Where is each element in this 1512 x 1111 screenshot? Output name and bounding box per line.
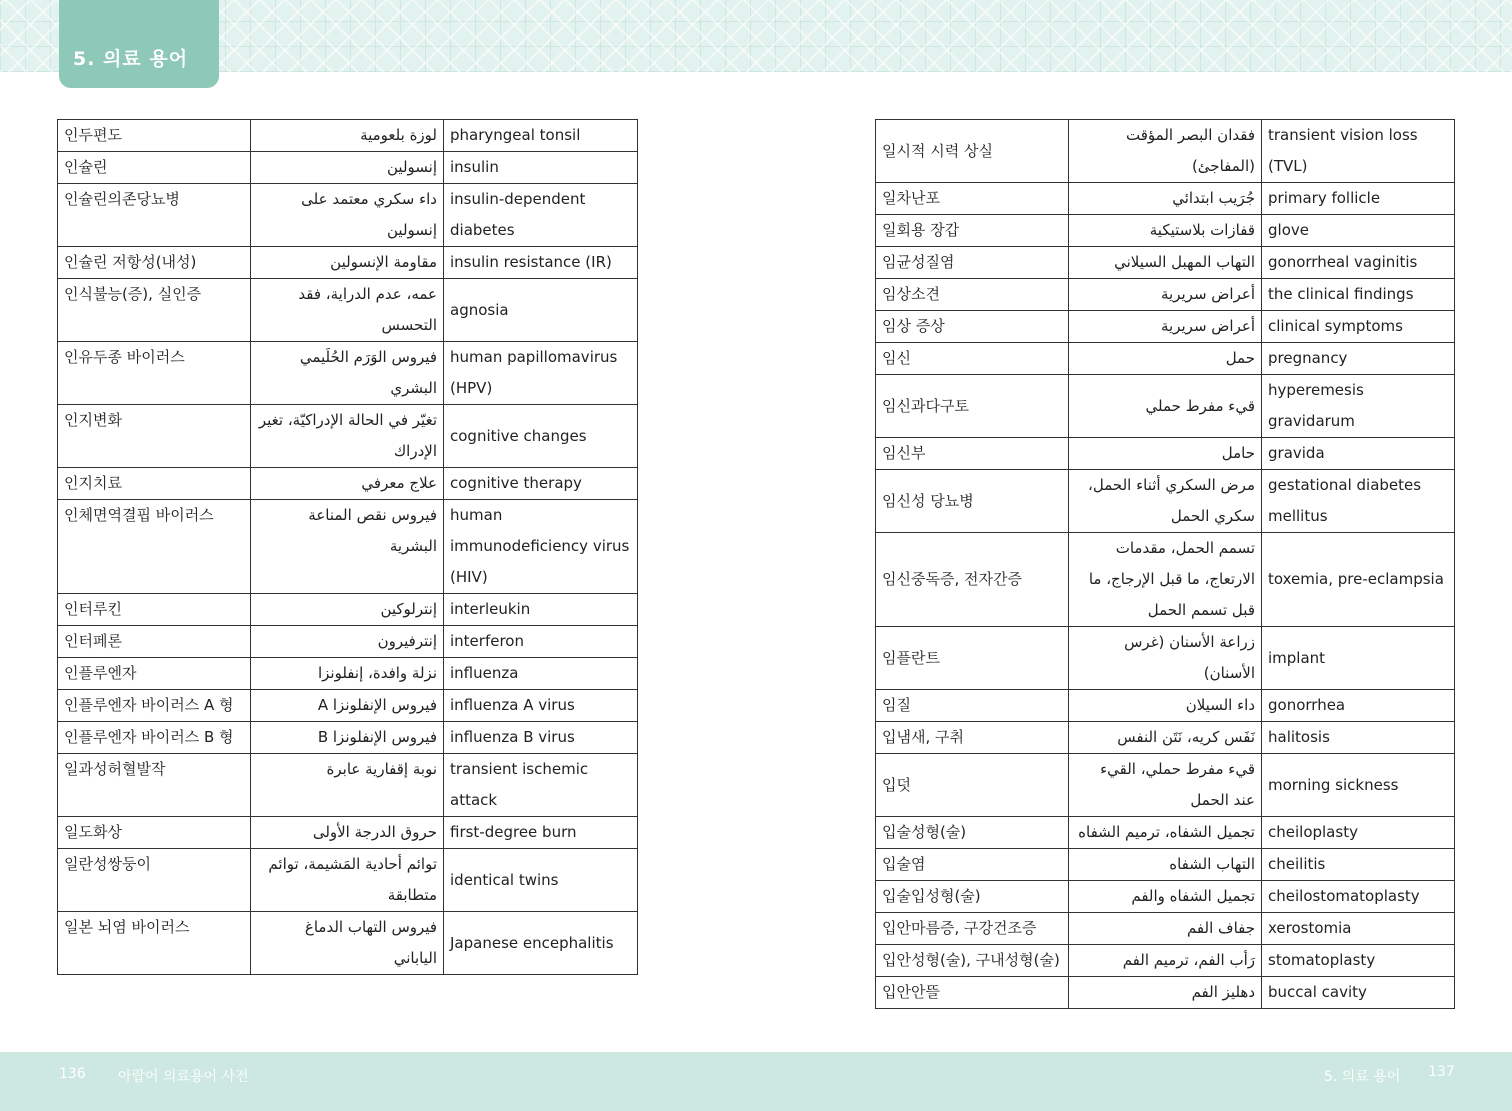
english-term: pharyngeal tonsil xyxy=(444,120,638,152)
footer-chapter-title: 5. 의료 용어 xyxy=(1324,1069,1401,1085)
korean-term: 일도화상 xyxy=(58,817,251,849)
english-term: transient ischemic attack xyxy=(444,754,638,817)
chapter-tab xyxy=(59,0,219,88)
arabic-term: التهاب الشفاه xyxy=(1069,849,1262,881)
korean-term: 입안마름증, 구강건조증 xyxy=(876,913,1069,945)
arabic-term: جُرَيب ابتدائي xyxy=(1069,183,1262,215)
arabic-term: إنسولين xyxy=(251,152,444,184)
english-term: toxemia, pre-eclampsia xyxy=(1262,533,1455,627)
term-row xyxy=(876,722,1455,754)
term-row xyxy=(876,945,1455,977)
arabic-term: أعراض سريرية xyxy=(1069,279,1262,311)
term-row xyxy=(876,470,1455,533)
english-term: interleukin xyxy=(444,594,638,626)
term-row xyxy=(58,152,638,184)
arabic-term: زراعة الأسنان (غرس الأسنان) xyxy=(1069,627,1262,690)
english-term: identical twins xyxy=(444,849,638,912)
arabic-term: قيء مفرط حملي xyxy=(1069,375,1262,438)
korean-term: 인체면역결핍 바이러스 xyxy=(58,500,251,594)
korean-term: 일본 뇌염 바이러스 xyxy=(58,912,251,975)
arabic-term: داء سكري معتمد على إنسولين xyxy=(251,184,444,247)
term-row xyxy=(58,849,638,912)
korean-term: 임신성 당뇨병 xyxy=(876,470,1069,533)
term-row xyxy=(876,279,1455,311)
arabic-term: فيروس نقص المناعة البشرية xyxy=(251,500,444,594)
arabic-term: حامل xyxy=(1069,438,1262,470)
english-term: implant xyxy=(1262,627,1455,690)
term-row xyxy=(876,849,1455,881)
english-term: insulin-dependent diabetes xyxy=(444,184,638,247)
arabic-term: حمل xyxy=(1069,343,1262,375)
term-row xyxy=(876,690,1455,722)
arabic-term: نوبة إقفارية عابرة xyxy=(251,754,444,817)
korean-term: 입안성형(술), 구내성형(술) xyxy=(876,945,1069,977)
footer-page-right: 137 xyxy=(1428,1064,1455,1080)
term-row xyxy=(58,722,638,754)
korean-term: 인유두종 바이러스 xyxy=(58,342,251,405)
korean-term: 일차난포 xyxy=(876,183,1069,215)
english-term: gonorrhea xyxy=(1262,690,1455,722)
term-row xyxy=(876,247,1455,279)
right-term-table xyxy=(875,119,1455,1009)
term-row xyxy=(58,279,638,342)
english-term: first-degree burn xyxy=(444,817,638,849)
english-term: gonorrheal vaginitis xyxy=(1262,247,1455,279)
english-term: stomatoplasty xyxy=(1262,945,1455,977)
korean-term: 입냄새, 구취 xyxy=(876,722,1069,754)
term-row xyxy=(876,183,1455,215)
korean-term: 입술입성형(술) xyxy=(876,881,1069,913)
english-term: buccal cavity xyxy=(1262,977,1455,1009)
english-term: xerostomia xyxy=(1262,913,1455,945)
arabic-term: مرض السكري أثناء الحمل، سكري الحمل xyxy=(1069,470,1262,533)
korean-term: 일과성허혈발작 xyxy=(58,754,251,817)
korean-term: 인슐린 저항성(내성) xyxy=(58,247,251,279)
korean-term: 임신부 xyxy=(876,438,1069,470)
korean-term: 인플루엔자 바이러스 A 형 xyxy=(58,690,251,722)
arabic-term: فيروس الإنفلونزا B xyxy=(251,722,444,754)
english-term: clinical symptoms xyxy=(1262,311,1455,343)
term-row xyxy=(876,343,1455,375)
term-row xyxy=(58,658,638,690)
arabic-term: تجميل الشفاه والفم xyxy=(1069,881,1262,913)
arabic-term: قيء مفرط حملي، القيء عند الحمل xyxy=(1069,754,1262,817)
arabic-term: إنترفيرون xyxy=(251,626,444,658)
english-term: insulin xyxy=(444,152,638,184)
korean-term: 인지치료 xyxy=(58,468,251,500)
english-term: influenza xyxy=(444,658,638,690)
left-term-table xyxy=(57,119,638,975)
korean-term: 인플루엔자 xyxy=(58,658,251,690)
arabic-term: داء السيلان xyxy=(1069,690,1262,722)
english-term: cheilitis xyxy=(1262,849,1455,881)
korean-term: 입덧 xyxy=(876,754,1069,817)
term-row xyxy=(876,438,1455,470)
term-row xyxy=(58,405,638,468)
korean-term: 인슐린의존당뇨병 xyxy=(58,184,251,247)
english-term: influenza B virus xyxy=(444,722,638,754)
arabic-term: عمه، عدم الدراية، فقد التحسس xyxy=(251,279,444,342)
arabic-term: فيروس التهاب الدماغ الياباني xyxy=(251,912,444,975)
english-term: gravida xyxy=(1262,438,1455,470)
korean-term: 임신 xyxy=(876,343,1069,375)
korean-term: 임상 증상 xyxy=(876,311,1069,343)
korean-term: 입술성형(술) xyxy=(876,817,1069,849)
english-term: gestational diabetes mellitus xyxy=(1262,470,1455,533)
header-pattern-band xyxy=(0,0,1512,72)
english-term: Japanese encephalitis xyxy=(444,912,638,975)
english-term: agnosia xyxy=(444,279,638,342)
arabic-term: التهاب المهبل السيلاني xyxy=(1069,247,1262,279)
korean-term: 임균성질염 xyxy=(876,247,1069,279)
english-term: insulin resistance (IR) xyxy=(444,247,638,279)
arabic-term: فقدان البصر المؤقت (المفاجئ) xyxy=(1069,120,1262,183)
korean-term: 임플란트 xyxy=(876,627,1069,690)
korean-term: 입술염 xyxy=(876,849,1069,881)
term-row xyxy=(58,184,638,247)
korean-term: 인터페론 xyxy=(58,626,251,658)
term-row xyxy=(58,247,638,279)
korean-term: 임신과다구토 xyxy=(876,375,1069,438)
korean-term: 인슐린 xyxy=(58,152,251,184)
arabic-term: حروق الدرجة الأولى xyxy=(251,817,444,849)
english-term: primary follicle xyxy=(1262,183,1455,215)
korean-term: 임질 xyxy=(876,690,1069,722)
term-row xyxy=(58,342,638,405)
korean-term: 일회용 장갑 xyxy=(876,215,1069,247)
korean-term: 인플루엔자 바이러스 B 형 xyxy=(58,722,251,754)
korean-term: 인두편도 xyxy=(58,120,251,152)
english-term: hyperemesis gravidarum xyxy=(1262,375,1455,438)
korean-term: 입안안뜰 xyxy=(876,977,1069,1009)
arabic-term: تسمم الحمل، مقدمات الارتعاج، ما قبل الإرجاج، ما قبل تسمم الحمل xyxy=(1069,533,1262,627)
arabic-term: قفازات بلاستيكية xyxy=(1069,215,1262,247)
korean-term: 인식불능(증), 실인증 xyxy=(58,279,251,342)
arabic-term: علاج معرفي xyxy=(251,468,444,500)
english-term: influenza A virus xyxy=(444,690,638,722)
footer-book-title: 아랍어 의료용어 사전 xyxy=(118,1069,249,1085)
english-term: pregnancy xyxy=(1262,343,1455,375)
arabic-term: إنترلوكين xyxy=(251,594,444,626)
english-term: human immunodeficiency virus (HIV) xyxy=(444,500,638,594)
term-row xyxy=(58,912,638,975)
english-term: morning sickness xyxy=(1262,754,1455,817)
arabic-term: رَأب الفم، ترميم الفم xyxy=(1069,945,1262,977)
term-row xyxy=(876,913,1455,945)
term-row xyxy=(58,626,638,658)
term-row xyxy=(58,594,638,626)
english-term: cognitive therapy xyxy=(444,468,638,500)
korean-term: 인터루킨 xyxy=(58,594,251,626)
arabic-term: نزلة وافدة، إنفلونزا xyxy=(251,658,444,690)
english-term: the clinical findings xyxy=(1262,279,1455,311)
term-row xyxy=(58,500,638,594)
english-term: halitosis xyxy=(1262,722,1455,754)
english-term: transient vision loss (TVL) xyxy=(1262,120,1455,183)
footer-page-left: 136 xyxy=(59,1066,86,1082)
arabic-term: دهليز الفم xyxy=(1069,977,1262,1009)
term-row xyxy=(876,817,1455,849)
term-row xyxy=(876,120,1455,183)
arabic-term: جفاف الفم xyxy=(1069,913,1262,945)
arabic-term: فيروس الوَرَم الحُلَيمي البشري xyxy=(251,342,444,405)
english-term: interferon xyxy=(444,626,638,658)
arabic-term: توائم أحادية المَشيمة، توائم متطابقة xyxy=(251,849,444,912)
arabic-term: نَفَس كريه، نَتَن النفس xyxy=(1069,722,1262,754)
term-row xyxy=(58,120,638,152)
english-term: human papillomavirus (HPV) xyxy=(444,342,638,405)
english-term: cheiloplasty xyxy=(1262,817,1455,849)
arabic-term: أعراض سريرية xyxy=(1069,311,1262,343)
term-row xyxy=(876,977,1455,1009)
korean-term: 임신중독증, 전자간증 xyxy=(876,533,1069,627)
korean-term: 일란성쌍둥이 xyxy=(58,849,251,912)
chapter-title: 5. 의료 용어 xyxy=(73,48,189,70)
term-row xyxy=(876,627,1455,690)
arabic-term: لوزة بلعومية xyxy=(251,120,444,152)
arabic-term: مقاومة الإنسولين xyxy=(251,247,444,279)
term-row xyxy=(876,375,1455,438)
term-row xyxy=(58,690,638,722)
korean-term: 임상소견 xyxy=(876,279,1069,311)
arabic-term: فيروس الإنفلونزا A xyxy=(251,690,444,722)
arabic-term: تجميل الشفاه، ترميم الشفاه xyxy=(1069,817,1262,849)
arabic-term: تغيّر في الحالة الإدراكيّة، تغير الإدراك xyxy=(251,405,444,468)
term-row xyxy=(58,468,638,500)
term-row xyxy=(876,533,1455,627)
term-row xyxy=(876,215,1455,247)
english-term: cognitive changes xyxy=(444,405,638,468)
english-term: glove xyxy=(1262,215,1455,247)
english-term: cheilostomatoplasty xyxy=(1262,881,1455,913)
korean-term: 인지변화 xyxy=(58,405,251,468)
term-row xyxy=(58,817,638,849)
term-row xyxy=(876,754,1455,817)
term-row xyxy=(876,311,1455,343)
term-row xyxy=(58,754,638,817)
korean-term: 일시적 시력 상실 xyxy=(876,120,1069,183)
term-row xyxy=(876,881,1455,913)
